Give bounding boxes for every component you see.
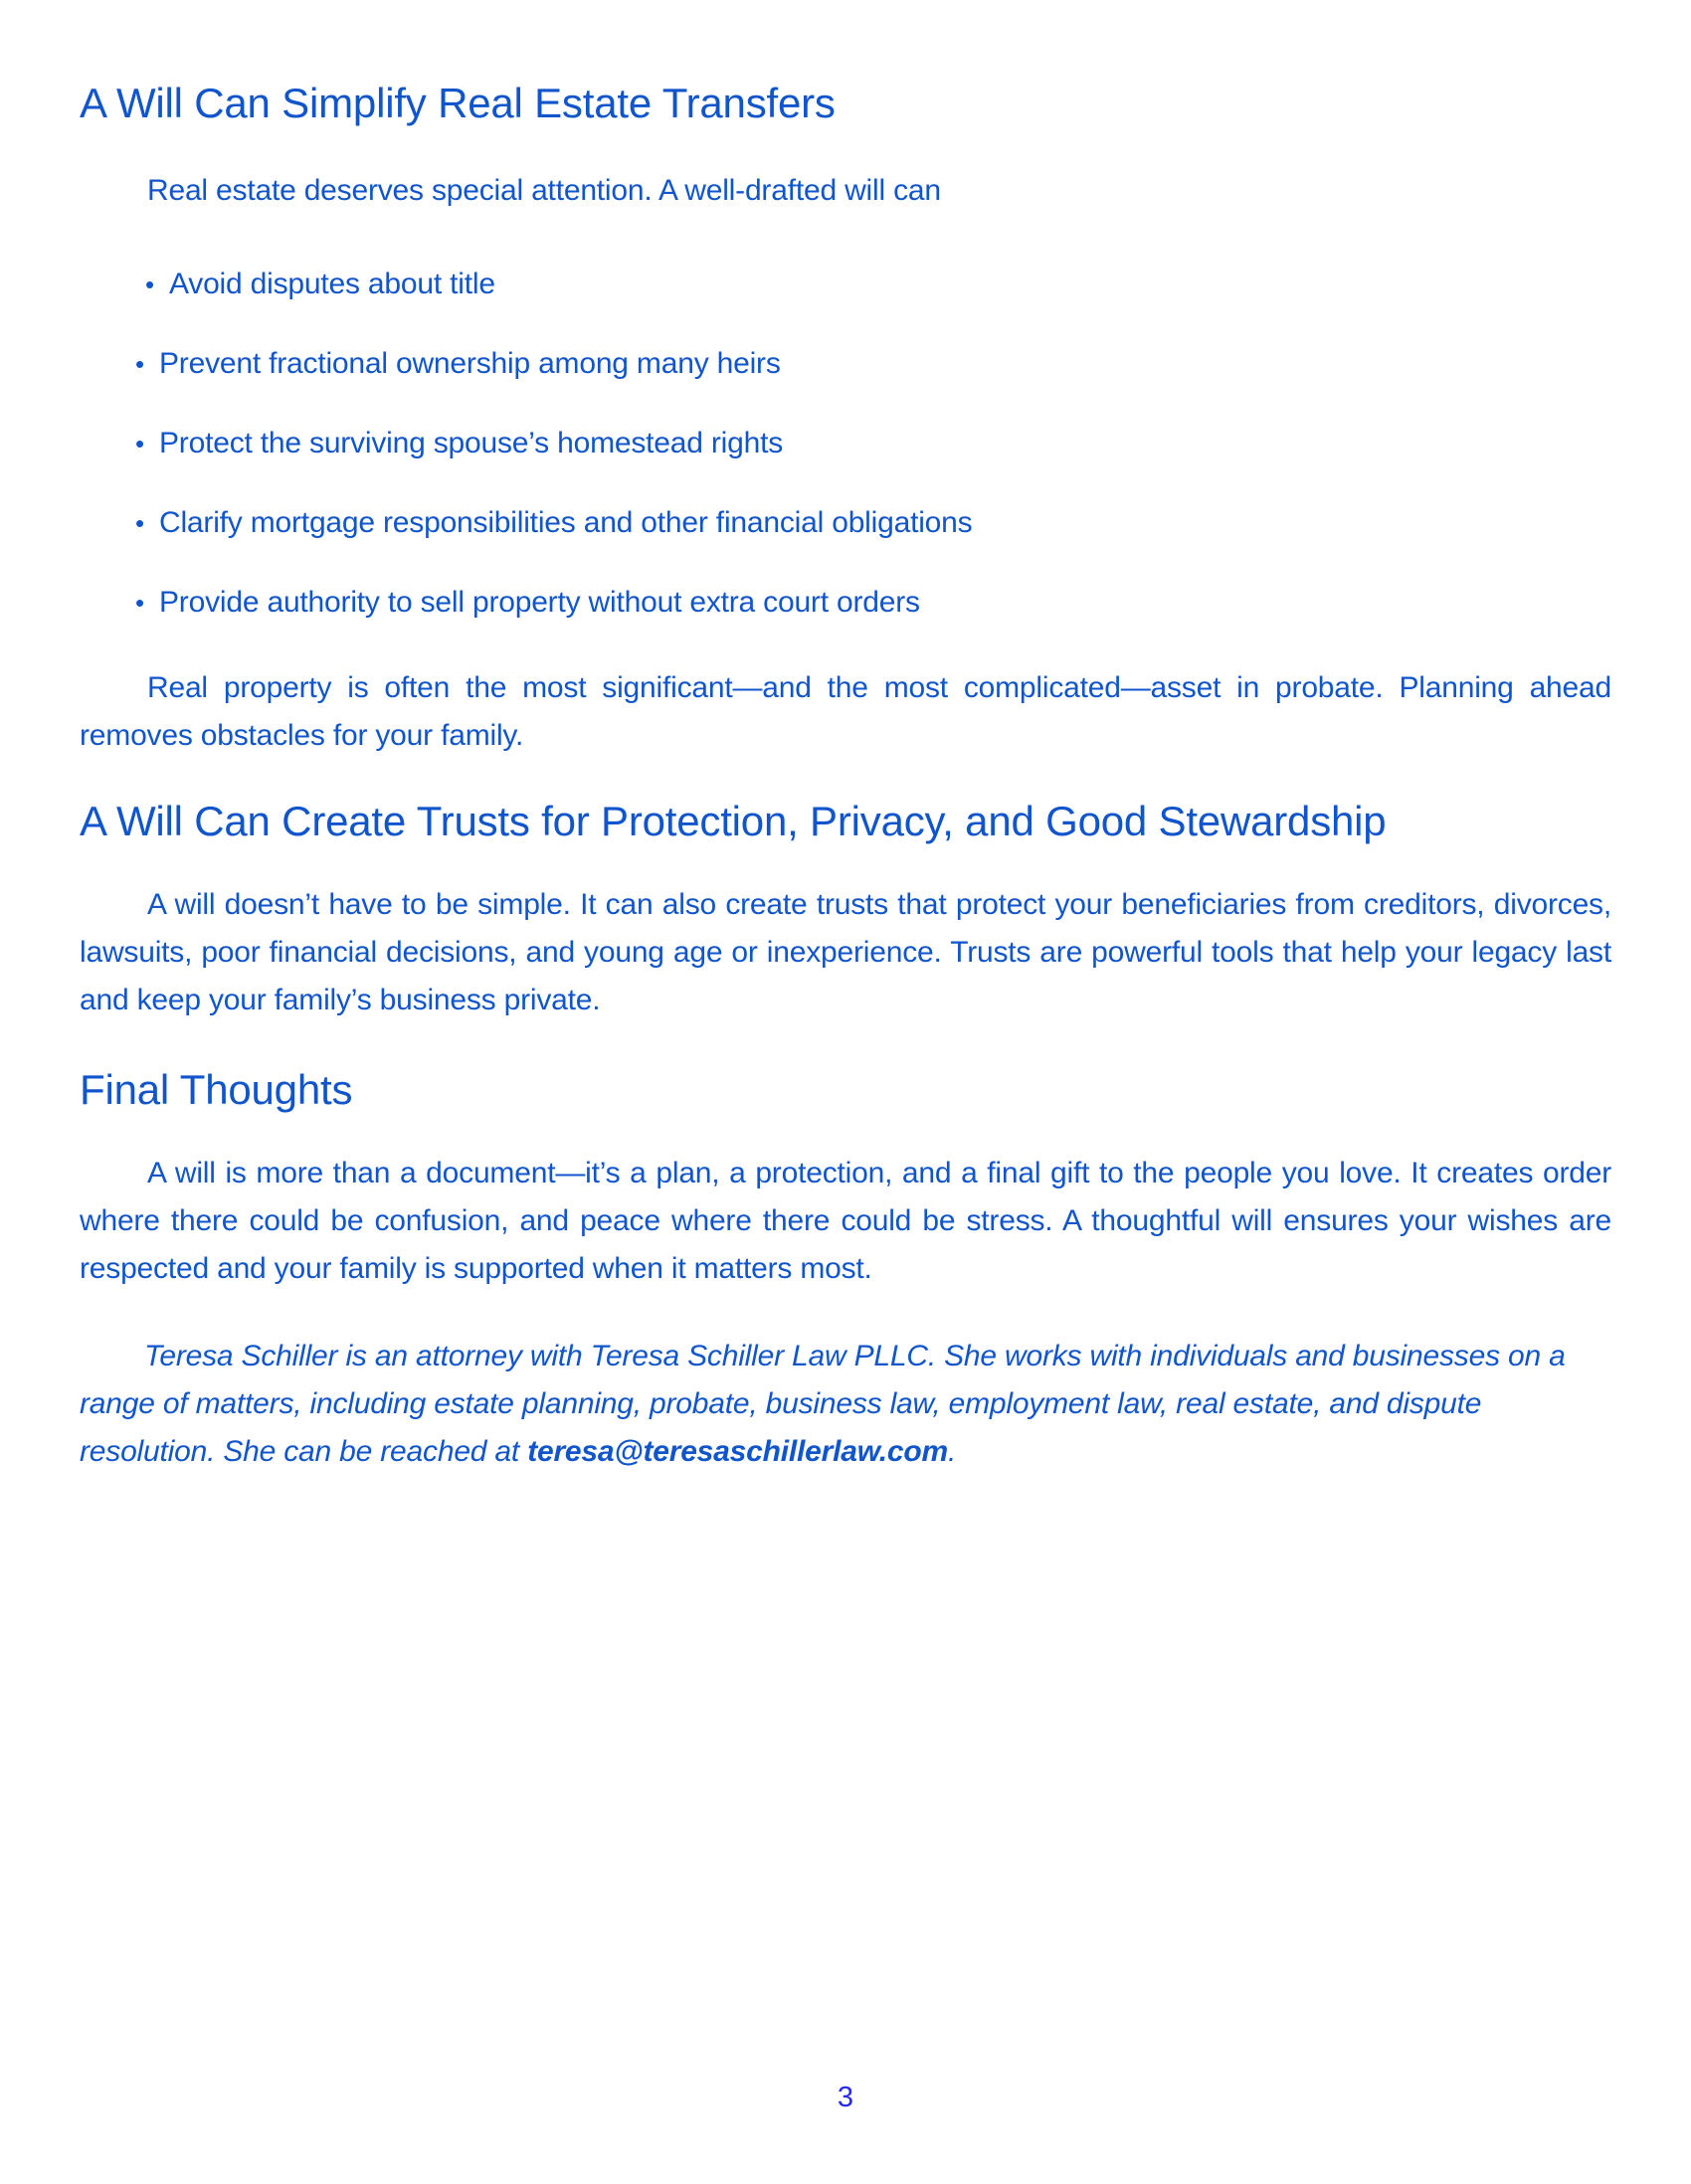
author-note-period: . xyxy=(947,1435,957,1468)
list-item xyxy=(135,579,1611,627)
bullet-icon: • xyxy=(145,270,154,299)
heading-final-thoughts: Final Thoughts xyxy=(80,1066,353,1113)
bullet-icon: • xyxy=(135,429,144,458)
heading-simplify-real-estate: A Will Can Simplify Real Estate Transfers xyxy=(80,80,836,126)
list-item xyxy=(135,420,1611,467)
paragraph-final-thoughts-body: A will is more than a document—it’s a plan, a protection, and a final gift to the people you love. It creates order where there could be confusion, and peace where there could be stress. A thoughtful will ensures your wishes are respected and your family is supported when it matters most. xyxy=(80,1157,1611,1285)
real-estate-bullet-list xyxy=(80,261,1611,627)
author-email-link[interactable]: teresa@teresaschillerlaw.com xyxy=(527,1435,948,1468)
list-item-text: Prevent fractional ownership among many heirs xyxy=(159,347,781,380)
paragraph-real-estate-closing: Real property is often the most significant—and the most complicated—asset in probate. Planning ahead removes obstacles for your family. xyxy=(80,671,1611,752)
list-item-text: Avoid disputes about title xyxy=(169,268,495,300)
bullet-icon: • xyxy=(135,349,144,379)
list-item xyxy=(135,499,1611,547)
list-item-text: Clarify mortgage responsibilities and other financial obligations xyxy=(159,506,973,539)
page-number: 3 xyxy=(837,2082,854,2113)
paragraph-real-estate-intro: Real estate deserves special attention. A well-drafted will can xyxy=(147,174,941,207)
author-note xyxy=(80,1333,1611,1476)
list-item-text: Provide authority to sell property without extra court orders xyxy=(159,586,920,619)
list-item xyxy=(145,261,1611,308)
bullet-icon: • xyxy=(135,508,144,538)
heading-create-trusts: A Will Can Create Trusts for Protection, Privacy, and Good Stewardship xyxy=(80,798,1387,844)
bullet-icon: • xyxy=(135,588,144,618)
author-note-text: Teresa Schiller is an attorney with Teresa Schiller Law PLLC. She works with individuals and businesses on a range of matters, including estate planning, probate, business law, employment law, real estate, and dispute resolution. She can be reached at xyxy=(80,1340,1566,1468)
list-item-text: Protect the surviving spouse’s homestead rights xyxy=(159,427,784,459)
list-item xyxy=(135,340,1611,388)
paragraph-trusts-body: A will doesn’t have to be simple. It can also create trusts that protect your beneficiaries from creditors, divorces, lawsuits, poor financial decisions, and young age or inexperience. Trusts are powerful tools that help your legacy last and keep your family’s business private. xyxy=(80,888,1611,1016)
